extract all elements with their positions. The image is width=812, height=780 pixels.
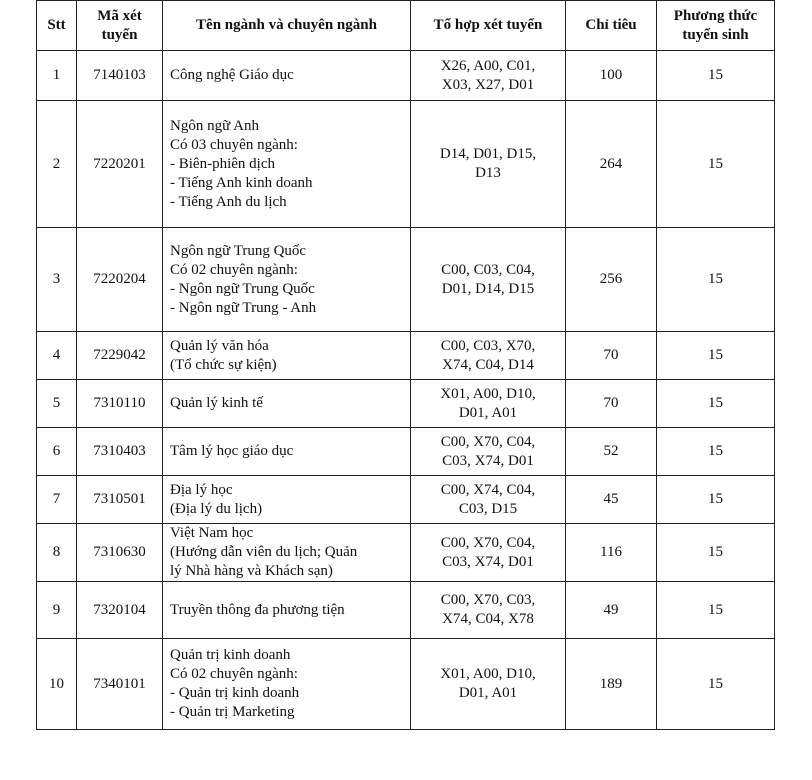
cell-phuong-thuc: 15 [657, 428, 775, 476]
cell-to-hop-line: C00, X70, C04, [440, 534, 536, 551]
cell-stt: 6 [37, 428, 77, 476]
cell-to-hop-line: D14, D01, D15, [439, 146, 537, 162]
cell-to-hop-line: C03, X74, D01 [442, 452, 534, 469]
header-chi-tieu: Chỉ tiêu [566, 1, 657, 51]
cell-ten-nganh-line: (Tổ chức sự kiện) [170, 356, 277, 373]
cell-ten-nganh-line: Tâm lý học giáo dục [170, 443, 294, 459]
cell-ten-nganh-line: Quản lý kinh tế [170, 395, 263, 411]
admissions-table [36, 0, 775, 730]
table-row [37, 380, 775, 428]
cell-stt: 7 [37, 476, 77, 524]
cell-ten-nganh-line: - Ngôn ngữ Trung - Anh [170, 299, 317, 316]
cell-chi-tieu: 256 [566, 228, 657, 332]
cell-ma-xet-tuyen: 7220201 [77, 101, 163, 228]
cell-to-hop-line: X03, X27, D01 [441, 76, 535, 93]
cell-ten-nganh-line: - Quản trị Marketing [170, 704, 295, 720]
cell-ten-nganh-line: Ngôn ngữ Trung Quốc [170, 242, 307, 259]
cell-to-hop-line: X01, A00, D10, [440, 666, 536, 682]
header-phuong-thuc: Phương thức tuyển sinh [657, 1, 775, 51]
header-to-hop: Tổ hợp xét tuyển [411, 1, 566, 51]
cell-to-hop [411, 524, 566, 582]
table-row [37, 476, 775, 524]
cell-ten-nganh-line: - Ngôn ngữ Trung Quốc [170, 280, 315, 297]
table-body [37, 51, 775, 730]
cell-ten-nganh-line: - Quản trị kinh doanh [170, 685, 300, 701]
cell-phuong-thuc: 15 [657, 476, 775, 524]
cell-to-hop-line: X74, C04, D14 [442, 356, 534, 373]
cell-stt: 4 [37, 332, 77, 380]
cell-ten-nganh-line: Có 02 chuyên ngành: [170, 666, 298, 682]
cell-phuong-thuc: 15 [657, 380, 775, 428]
cell-phuong-thuc: 15 [657, 332, 775, 380]
cell-ten-nganh-line: (Hướng dẫn viên du lịch; Quản [170, 544, 358, 560]
cell-phuong-thuc: 15 [657, 524, 775, 582]
cell-ten-nganh [163, 51, 411, 101]
cell-stt: 10 [37, 639, 77, 730]
cell-to-hop-line: C00, C03, X70, [440, 337, 536, 354]
cell-to-hop-line: C00, X70, C03, [440, 592, 536, 608]
cell-ten-nganh-line: Quản trị kinh doanh [170, 647, 291, 663]
cell-chi-tieu: 189 [566, 639, 657, 730]
cell-ten-nganh-line: Địa lý học [170, 481, 233, 498]
cell-to-hop-line: C00, X70, C04, [440, 433, 536, 450]
cell-to-hop-line: C00, C03, C04, [441, 261, 535, 278]
cell-to-hop-line: D01, A01 [458, 685, 518, 701]
cell-ten-nganh [163, 380, 411, 428]
cell-ma-xet-tuyen: 7310630 [77, 524, 163, 582]
cell-to-hop-line: C00, X74, C04, [440, 481, 536, 498]
cell-ten-nganh-line: lý Nhà hàng và Khách sạn) [170, 563, 333, 579]
header-ma-xet-tuyen: Mã xét tuyển [77, 1, 163, 51]
cell-to-hop [411, 51, 566, 101]
cell-ten-nganh [163, 428, 411, 476]
cell-to-hop-line: C03, D15 [458, 500, 518, 517]
cell-ten-nganh-line: - Tiếng Anh du lịch [170, 193, 287, 210]
cell-ten-nganh [163, 332, 411, 380]
cell-ma-xet-tuyen: 7140103 [77, 51, 163, 101]
cell-phuong-thuc: 15 [657, 51, 775, 101]
cell-to-hop-line: D01, D14, D15 [441, 280, 535, 297]
cell-to-hop [411, 428, 566, 476]
cell-to-hop-line: C03, X74, D01 [442, 553, 534, 570]
cell-to-hop-line: X01, A00, D10, [440, 385, 536, 402]
cell-ten-nganh-line: Công nghệ Giáo dục [170, 67, 294, 83]
cell-phuong-thuc: 15 [657, 639, 775, 730]
table-row [37, 228, 775, 332]
cell-to-hop [411, 582, 566, 639]
cell-ten-nganh-line: Quản lý văn hóa [170, 337, 269, 354]
cell-phuong-thuc: 15 [657, 228, 775, 332]
cell-chi-tieu: 70 [566, 380, 657, 428]
cell-to-hop [411, 332, 566, 380]
cell-to-hop-line: X26, A00, C01, [440, 57, 536, 74]
cell-ma-xet-tuyen: 7310110 [77, 380, 163, 428]
table-row [37, 639, 775, 730]
cell-to-hop-line: D01, A01 [458, 404, 518, 421]
cell-ten-nganh-line: - Biên-phiên dịch [170, 155, 275, 172]
table-row [37, 51, 775, 101]
header-row [37, 1, 775, 51]
cell-ten-nganh [163, 476, 411, 524]
cell-to-hop [411, 380, 566, 428]
cell-ma-xet-tuyen: 7310501 [77, 476, 163, 524]
cell-ten-nganh [163, 228, 411, 332]
cell-chi-tieu: 49 [566, 582, 657, 639]
cell-to-hop-line: D13 [475, 165, 501, 181]
cell-ma-xet-tuyen: 7320104 [77, 582, 163, 639]
cell-chi-tieu: 100 [566, 51, 657, 101]
cell-chi-tieu: 264 [566, 101, 657, 228]
cell-stt: 3 [37, 228, 77, 332]
cell-ma-xet-tuyen: 7229042 [77, 332, 163, 380]
cell-stt: 8 [37, 524, 77, 582]
cell-stt: 5 [37, 380, 77, 428]
cell-chi-tieu: 52 [566, 428, 657, 476]
cell-to-hop-line: X74, C04, X78 [442, 611, 534, 627]
cell-ma-xet-tuyen: 7310403 [77, 428, 163, 476]
cell-stt: 2 [37, 101, 77, 228]
cell-to-hop [411, 228, 566, 332]
cell-phuong-thuc: 15 [657, 101, 775, 228]
cell-ten-nganh-line: (Địa lý du lịch) [170, 500, 263, 517]
cell-to-hop [411, 639, 566, 730]
cell-ten-nganh [163, 524, 411, 582]
cell-ten-nganh-line: Có 03 chuyên ngành: [170, 136, 298, 153]
header-stt: Stt [37, 1, 77, 51]
cell-stt: 9 [37, 582, 77, 639]
cell-ma-xet-tuyen: 7340101 [77, 639, 163, 730]
table-row [37, 582, 775, 639]
cell-ten-nganh-line: - Tiếng Anh kinh doanh [170, 174, 313, 191]
table-row [37, 524, 775, 582]
cell-to-hop [411, 476, 566, 524]
table-row [37, 101, 775, 228]
cell-ten-nganh [163, 639, 411, 730]
cell-phuong-thuc: 15 [657, 582, 775, 639]
cell-to-hop [411, 101, 566, 228]
table-row [37, 332, 775, 380]
cell-stt: 1 [37, 51, 77, 101]
table-row [37, 428, 775, 476]
header-ten-nganh: Tên ngành và chuyên ngành [163, 1, 411, 51]
cell-chi-tieu: 45 [566, 476, 657, 524]
cell-ten-nganh-line: Truyền thông đa phương tiện [170, 601, 345, 618]
cell-ma-xet-tuyen: 7220204 [77, 228, 163, 332]
cell-ten-nganh [163, 582, 411, 639]
cell-ten-nganh-line: Việt Nam học [170, 525, 254, 541]
cell-ten-nganh-line: Có 02 chuyên ngành: [170, 261, 298, 278]
cell-chi-tieu: 70 [566, 332, 657, 380]
cell-ten-nganh-line: Ngôn ngữ Anh [170, 117, 259, 134]
cell-ten-nganh [163, 101, 411, 228]
cell-chi-tieu: 116 [566, 524, 657, 582]
